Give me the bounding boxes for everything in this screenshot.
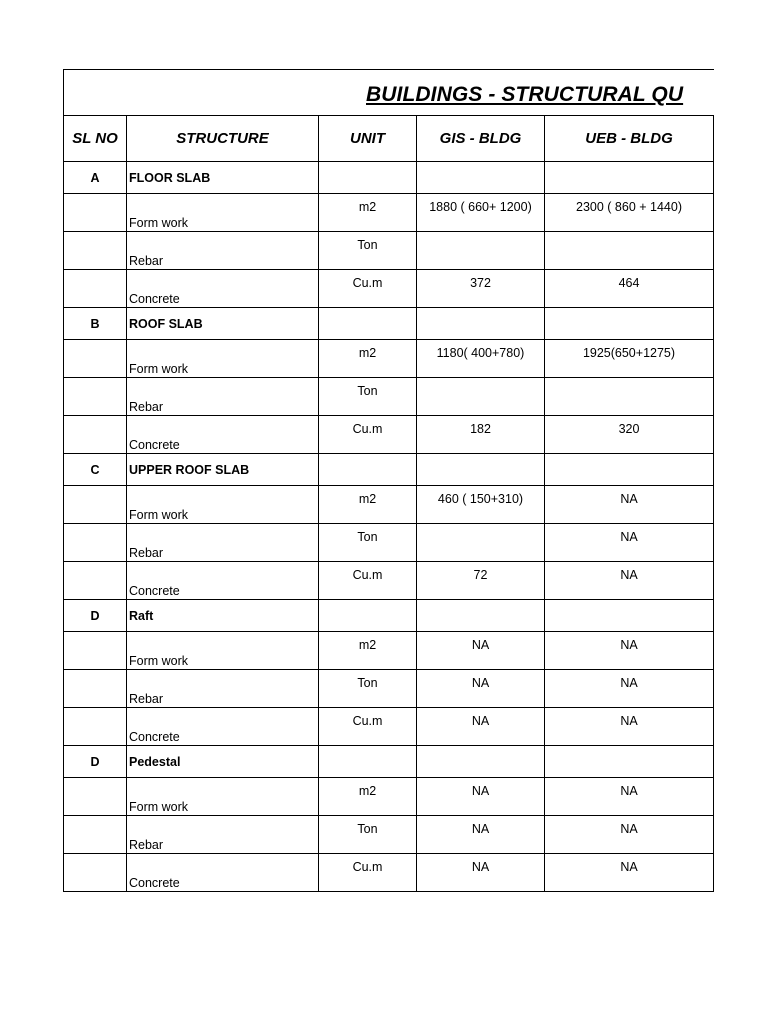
header-sl-no: SL NO <box>64 116 127 162</box>
item-unit: Ton <box>319 232 417 270</box>
section-sl-no: C <box>64 454 127 486</box>
item-sl-cell <box>64 232 127 270</box>
item-name: Rebar <box>127 816 319 854</box>
item-unit: Ton <box>319 670 417 708</box>
item-unit: Cu.m <box>319 562 417 600</box>
section-ueb-cell <box>545 600 714 632</box>
item-gis-value: 182 <box>417 416 545 454</box>
item-gis-value: NA <box>417 708 545 746</box>
item-ueb-value: 320 <box>545 416 714 454</box>
item-sl-cell <box>64 194 127 232</box>
quantity-table <box>63 69 714 892</box>
section-name: Pedestal <box>127 746 319 778</box>
item-ueb-value: NA <box>545 632 714 670</box>
item-unit: m2 <box>319 486 417 524</box>
item-row <box>64 270 714 308</box>
section-ueb-cell <box>545 162 714 194</box>
item-row <box>64 816 714 854</box>
item-ueb-value: 1925(650+1275) <box>545 340 714 378</box>
item-ueb-value: NA <box>545 670 714 708</box>
item-row <box>64 562 714 600</box>
item-unit: m2 <box>319 632 417 670</box>
item-name: Rebar <box>127 670 319 708</box>
item-gis-value: NA <box>417 632 545 670</box>
item-gis-value: 72 <box>417 562 545 600</box>
item-row <box>64 524 714 562</box>
section-unit-cell <box>319 162 417 194</box>
item-gis-value: 460 ( 150+310) <box>417 486 545 524</box>
item-sl-cell <box>64 340 127 378</box>
item-row <box>64 378 714 416</box>
sheet-title: BUILDINGS - STRUCTURAL QU <box>366 82 684 106</box>
item-ueb-value: NA <box>545 486 714 524</box>
item-gis-value: NA <box>417 854 545 892</box>
section-row <box>64 600 714 632</box>
item-name: Form work <box>127 194 319 232</box>
section-gis-cell <box>417 454 545 486</box>
section-unit-cell <box>319 746 417 778</box>
item-gis-value: 1880 ( 660+ 1200) <box>417 194 545 232</box>
item-ueb-value: NA <box>545 708 714 746</box>
item-sl-cell <box>64 854 127 892</box>
section-gis-cell <box>417 600 545 632</box>
item-gis-value: 372 <box>417 270 545 308</box>
section-sl-no: B <box>64 308 127 340</box>
item-name: Rebar <box>127 524 319 562</box>
item-unit: Cu.m <box>319 854 417 892</box>
item-sl-cell <box>64 270 127 308</box>
item-name: Concrete <box>127 708 319 746</box>
item-name: Rebar <box>127 232 319 270</box>
section-sl-no: D <box>64 746 127 778</box>
item-row <box>64 340 714 378</box>
item-name: Concrete <box>127 854 319 892</box>
item-unit: m2 <box>319 340 417 378</box>
item-unit: Cu.m <box>319 708 417 746</box>
item-name: Concrete <box>127 270 319 308</box>
item-name: Concrete <box>127 416 319 454</box>
item-ueb-value: 2300 ( 860 + 1440) <box>545 194 714 232</box>
item-row <box>64 194 714 232</box>
item-sl-cell <box>64 778 127 816</box>
section-ueb-cell <box>545 746 714 778</box>
item-name: Form work <box>127 778 319 816</box>
title-cell <box>64 70 714 116</box>
spreadsheet-sheet <box>63 69 684 890</box>
item-row <box>64 708 714 746</box>
item-row <box>64 778 714 816</box>
item-name: Form work <box>127 340 319 378</box>
item-ueb-value: 464 <box>545 270 714 308</box>
item-unit: Ton <box>319 524 417 562</box>
item-row <box>64 416 714 454</box>
section-ueb-cell <box>545 308 714 340</box>
item-ueb-value: NA <box>545 778 714 816</box>
section-row <box>64 454 714 486</box>
item-sl-cell <box>64 524 127 562</box>
section-name: Raft <box>127 600 319 632</box>
item-name: Form work <box>127 486 319 524</box>
header-structure: STRUCTURE <box>127 116 319 162</box>
item-sl-cell <box>64 816 127 854</box>
item-gis-value: NA <box>417 778 545 816</box>
section-row <box>64 746 714 778</box>
section-gis-cell <box>417 308 545 340</box>
item-unit: Ton <box>319 816 417 854</box>
header-row <box>64 116 714 162</box>
item-gis-value <box>417 378 545 416</box>
item-gis-value <box>417 232 545 270</box>
item-sl-cell <box>64 562 127 600</box>
section-row <box>64 162 714 194</box>
title-row <box>64 70 714 116</box>
item-unit: Cu.m <box>319 270 417 308</box>
item-sl-cell <box>64 708 127 746</box>
item-ueb-value: NA <box>545 816 714 854</box>
item-ueb-value <box>545 378 714 416</box>
header-ueb-bldg: UEB - BLDG <box>545 116 714 162</box>
item-row <box>64 232 714 270</box>
item-sl-cell <box>64 416 127 454</box>
header-unit: UNIT <box>319 116 417 162</box>
item-sl-cell <box>64 378 127 416</box>
item-sl-cell <box>64 486 127 524</box>
section-gis-cell <box>417 746 545 778</box>
item-gis-value: NA <box>417 816 545 854</box>
section-row <box>64 308 714 340</box>
section-name: FLOOR SLAB <box>127 162 319 194</box>
section-unit-cell <box>319 600 417 632</box>
item-ueb-value: NA <box>545 562 714 600</box>
item-name: Rebar <box>127 378 319 416</box>
item-ueb-value <box>545 232 714 270</box>
item-sl-cell <box>64 670 127 708</box>
header-gis-bldg: GIS - BLDG <box>417 116 545 162</box>
section-gis-cell <box>417 162 545 194</box>
item-unit: m2 <box>319 778 417 816</box>
item-ueb-value: NA <box>545 524 714 562</box>
item-row <box>64 632 714 670</box>
item-row <box>64 670 714 708</box>
item-gis-value <box>417 524 545 562</box>
item-unit: m2 <box>319 194 417 232</box>
section-sl-no: D <box>64 600 127 632</box>
item-sl-cell <box>64 632 127 670</box>
section-name: ROOF SLAB <box>127 308 319 340</box>
item-gis-value: NA <box>417 670 545 708</box>
section-name: UPPER ROOF SLAB <box>127 454 319 486</box>
section-unit-cell <box>319 454 417 486</box>
item-row <box>64 486 714 524</box>
item-name: Concrete <box>127 562 319 600</box>
item-unit: Cu.m <box>319 416 417 454</box>
item-ueb-value: NA <box>545 854 714 892</box>
item-name: Form work <box>127 632 319 670</box>
item-unit: Ton <box>319 378 417 416</box>
section-unit-cell <box>319 308 417 340</box>
item-row <box>64 854 714 892</box>
section-sl-no: A <box>64 162 127 194</box>
item-gis-value: 1180( 400+780) <box>417 340 545 378</box>
section-ueb-cell <box>545 454 714 486</box>
